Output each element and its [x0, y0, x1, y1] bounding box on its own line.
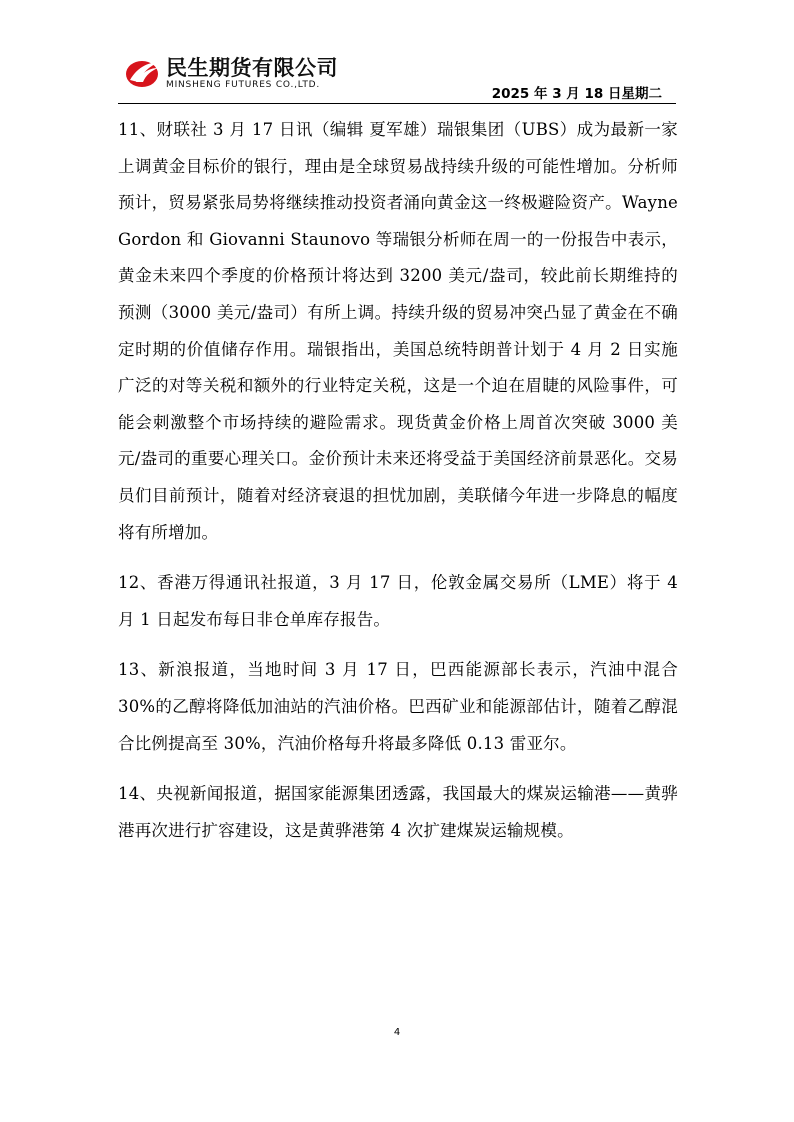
company-name-cn: 民生期货有限公司 [166, 56, 338, 80]
header-divider [118, 103, 676, 104]
news-item-13: 13、新浪报道，当地时间 3 月 17 日，巴西能源部长表示，汽油中混合 30%的乙醇将降低加油站的汽油价格。巴西矿业和能源部估计，随着乙醇混合比例提高至 30%，汽油价格每升将最多降低 0.13 雷亚尔。 [118, 660, 678, 753]
company-logo [124, 52, 369, 100]
page-header [0, 0, 794, 110]
company-name-en: MINSHENG FUTURES CO.,LTD. [166, 80, 321, 90]
report-date: 2025 年 3 月 18 日星期二 [491, 86, 662, 102]
page-number: 4 [393, 1027, 401, 1038]
minsheng-logo-icon [124, 56, 162, 90]
news-item-11: 11、财联社 3 月 17 日讯（编辑 夏军雄）瑞银集团（UBS）成为最新一家上调黄金目标价的银行，理由是全球贸易战持续升级的可能性增加。分析师预计，贸易紧张局势将继续推动投资者涌向黄金这一终极避险资产。Wayne Gordon 和 Giovanni Staunovo 等瑞银分析师在周一的一份报告中表示，黄金未来四个季度的价格预计将达到 3200 美元/盎司，较此前长期维持的预测（3000 美元/盎司）有所上调。持续升级的贸易冲突凸显了黄金在不确定时期的价值储存作用。瑞银指出，美国总统特朗普计划于 4 月 2 日实施广泛的对等关税和额外的行业特定关税，这是一个迫在眉睫的风险事件，可能会刺激整个市场持续的避险需求。现货黄金价格上周首次突破 3000 美元/盎司的重要心理关口。金价预计未来还将受益于美国经济前景恶化。交易员们目前预计，随着对经济衰退的担忧加剧，美联储今年进一步降息的幅度将有所增加。 [118, 120, 678, 542]
news-item-14: 14、央视新闻报道，据国家能源集团透露，我国最大的煤炭运输港——黄骅港再次进行扩容建设，这是黄骅港第 4 次扩建煤炭运输规模。 [118, 784, 678, 840]
news-item-12: 12、香港万得通讯社报道，3 月 17 日，伦敦金属交易所（LME）将于 4 月 1 日起发布每日非仓单库存报告。 [118, 573, 678, 629]
news-body [118, 112, 678, 863]
